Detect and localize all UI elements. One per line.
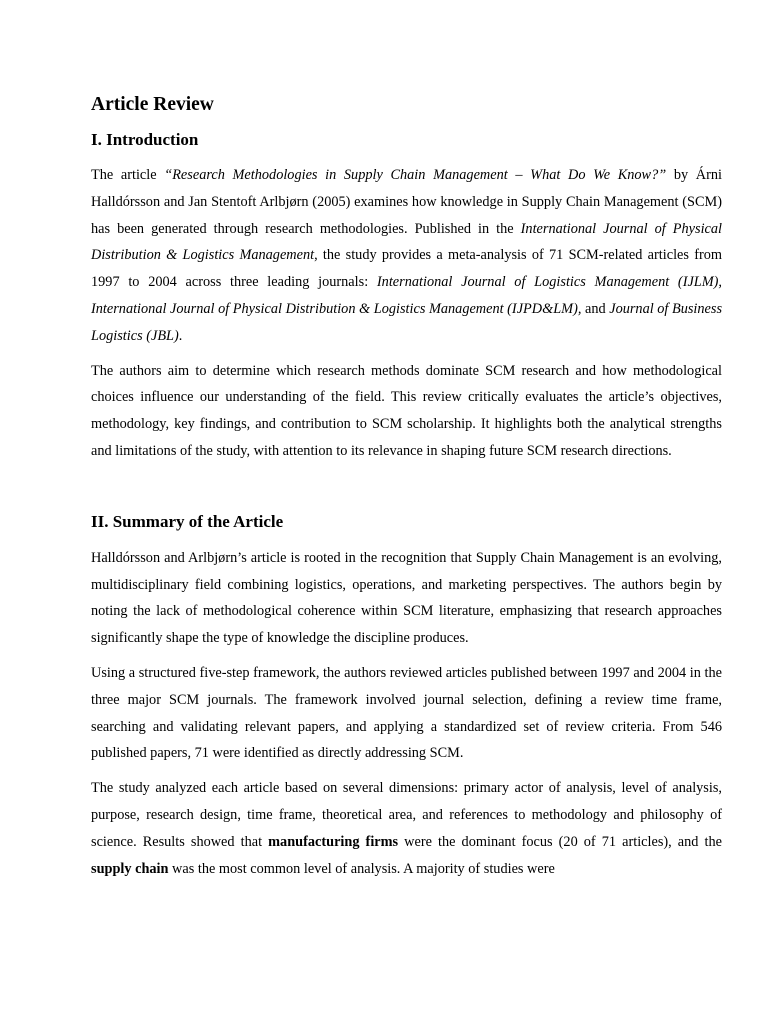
text-run: The study analyzed each article based on several dimensions: primary actor of analysis, level of analysis, purpose, research design, time frame, theoretical area, and references to methodology and philosophy of science. Results showed that [91, 780, 722, 850]
journal-name-italic: Journal of Business Logistics (JBL) [91, 300, 723, 344]
text-run: . [178, 327, 183, 344]
introduction-paragraph-2: The authors aim to determine which research methods dominate SCM research and how methodological choices influence our understanding of the field. This review critically evaluates the article’s objectives, methodology, key findings, and contribution to SCM scholarship. It highlights both the analytical strengths and limitations of the study, with attention to its relevance in shaping future SCM research directions. [91, 362, 722, 459]
journal-list-italic: International Journal of Logistics Management (IJLM), International Journal of Physical Distribution & Logistics Management (IJPD&LM), [91, 274, 722, 317]
document-body [91, 90, 722, 882]
summary-paragraph-3 [91, 775, 722, 882]
section-heading-introduction: I. Introduction [91, 130, 199, 149]
text-run: by Árni Halldórsson and Jan Stentoft Arlbjørn (2005) examines how knowledge in Supply Chain Management (SCM) has been generated through research methodologies. Published in the [91, 167, 722, 237]
document-title: Article Review [91, 94, 214, 115]
bold-term: supply chain [91, 860, 169, 877]
introduction-paragraph-1 [91, 162, 722, 350]
journal-name-italic: International Journal of Physical Distribution & Logistics Management [91, 220, 723, 264]
summary-paragraph-2: Using a structured five-step framework, the authors reviewed articles published between 1997 and 2004 in the three major SCM journals. The framework involved journal selection, defining a review time frame, searching and validating relevant papers, and applying a standardized set of review criteria. From 546 published papers, 71 were identified as directly addressing SCM. [91, 664, 722, 762]
text-run: The article [91, 167, 165, 183]
text-run: was the most common level of analysis. A majority of studies were [168, 860, 555, 877]
text-run: , the study provides a meta-analysis of 71 SCM-related articles from 1997 to 2004 across three leading journals: [91, 247, 723, 291]
text-run: and [581, 300, 610, 317]
text-run: were the dominant focus (20 of 71 articles), and the [398, 833, 722, 850]
section-heading-summary: II. Summary of the Article [91, 511, 284, 531]
bold-term: manufacturing firms [268, 833, 399, 850]
article-title-italic: “Research Methodologies in Supply Chain Management – What Do We Know?” [164, 167, 667, 183]
summary-paragraph-1: Halldórsson and Arlbjørn’s article is rooted in the recognition that Supply Chain Management is an evolving, multidisciplinary field combining logistics, operations, and marketing perspectives. The authors begin by noting the lack of methodological coherence within SCM literature, emphasizing that research approaches significantly shape the type of knowledge the discipline produces. [91, 549, 722, 647]
